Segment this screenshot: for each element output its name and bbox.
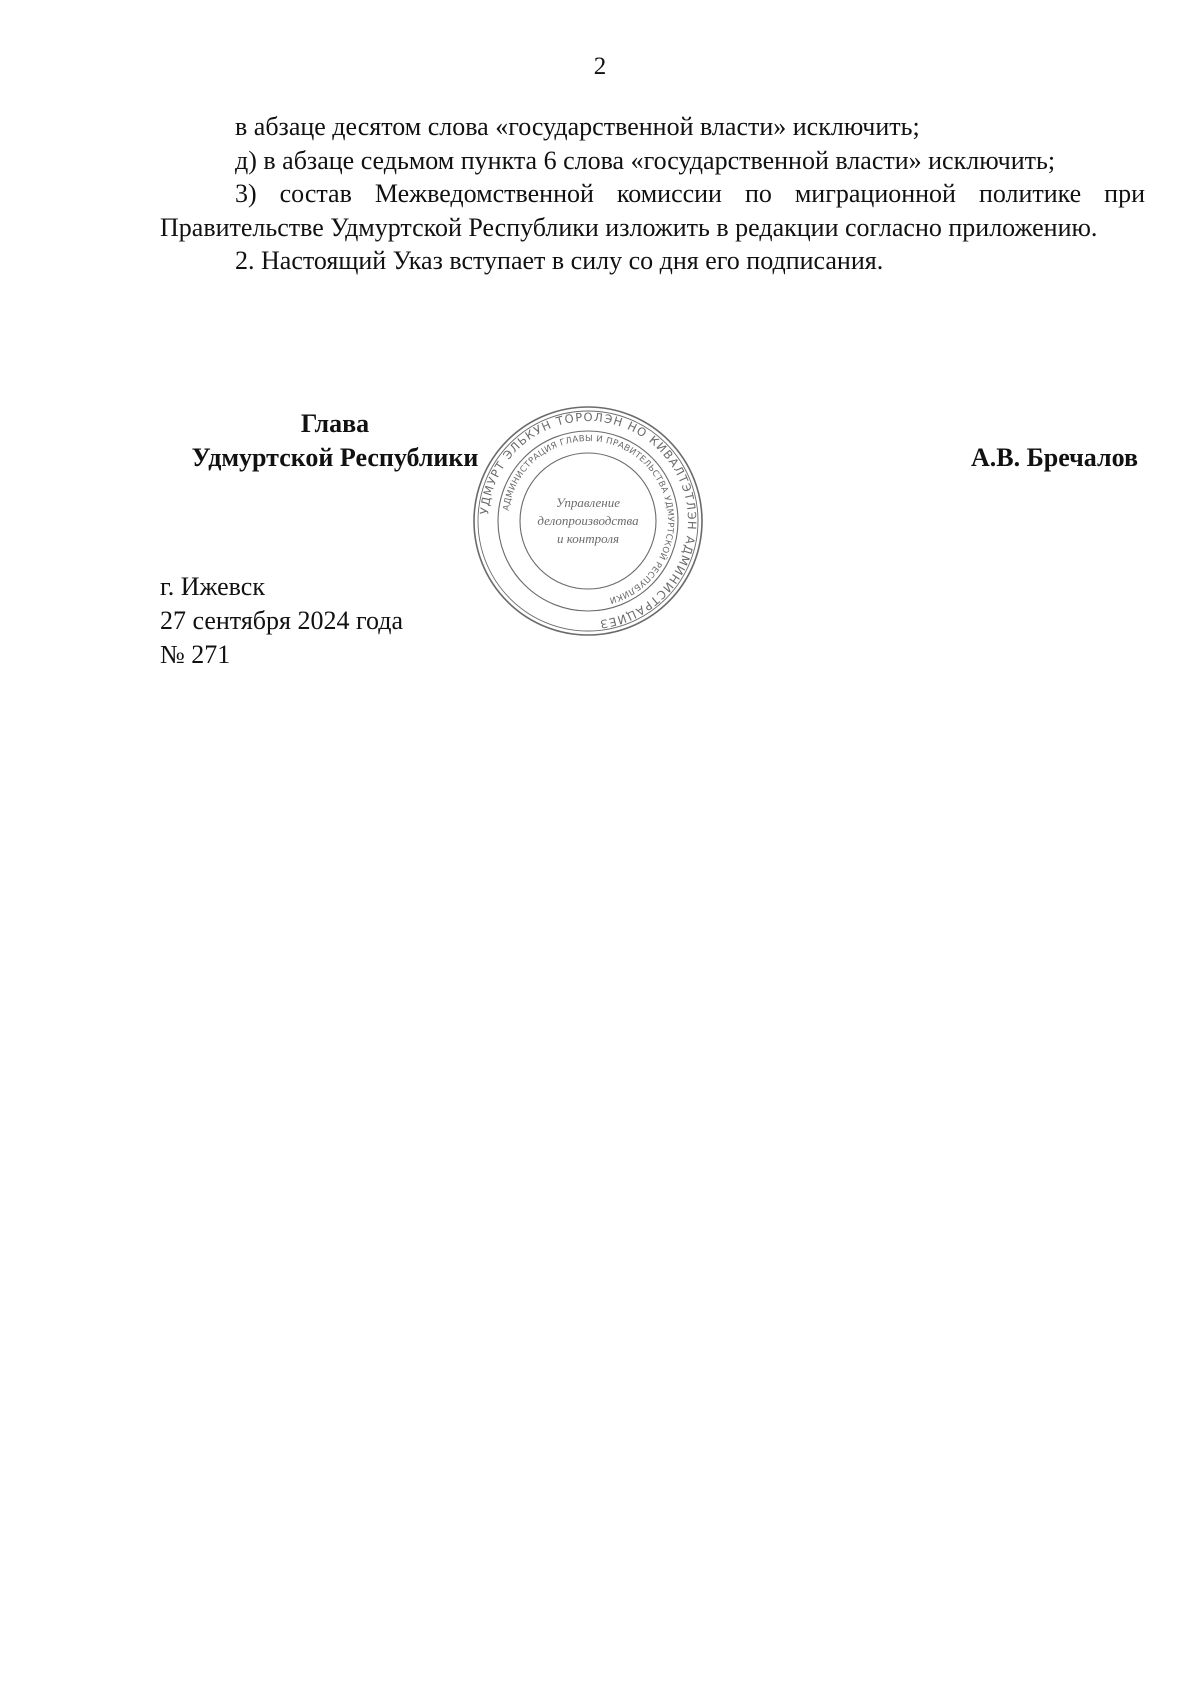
stamp-outer-text: УДМУРТ ЭЛЬКУН ТӦРОЛЭН НО КИВАЛТЭТЛЭН АДМИНИСТРАЦИЕЗ [477, 409, 700, 632]
paragraph-3: 3) состав Межведомственной комиссии по миграционной политике при Правительстве Удмуртской Республики изложить в редакции согласно приложению. [160, 179, 1145, 242]
paragraph-4: 2. Настоящий Указ вступает в силу со дня его подписания. [235, 246, 884, 275]
place-date-number [160, 570, 403, 672]
signatory-title [170, 407, 500, 475]
signatory-title-line1: Глава [300, 409, 370, 438]
official-stamp [470, 403, 706, 639]
signatory-title-line2: Удмуртской Республики [191, 443, 479, 472]
stamp-center-line1: Управление [555, 495, 621, 510]
paragraph-1: в абзаце десятом слова «государственной власти» исключить; [235, 112, 920, 141]
paragraph-2: д) в абзаце седьмом пункта 6 слова «государственной власти» исключить; [235, 145, 1056, 175]
signatory-name: А.В. Бречалов [970, 443, 1138, 472]
stamp-inner-text: АДМИНИСТРАЦИЯ ГЛАВЫ И ПРАВИТЕЛЬСТВА УДМУРТСКОЙ РЕСПУБЛИКИ [501, 433, 676, 605]
stamp-graphic [470, 403, 706, 639]
document-number: № 271 [160, 640, 231, 669]
place: г. Ижевск [160, 572, 265, 601]
stamp-center-line3: и контроля [556, 531, 620, 546]
stamp-center-line2: делопроизводства [537, 513, 639, 528]
date: 27 сентября 2024 года [160, 606, 404, 635]
document-body [160, 110, 1145, 278]
page-number: 2 [593, 53, 607, 80]
